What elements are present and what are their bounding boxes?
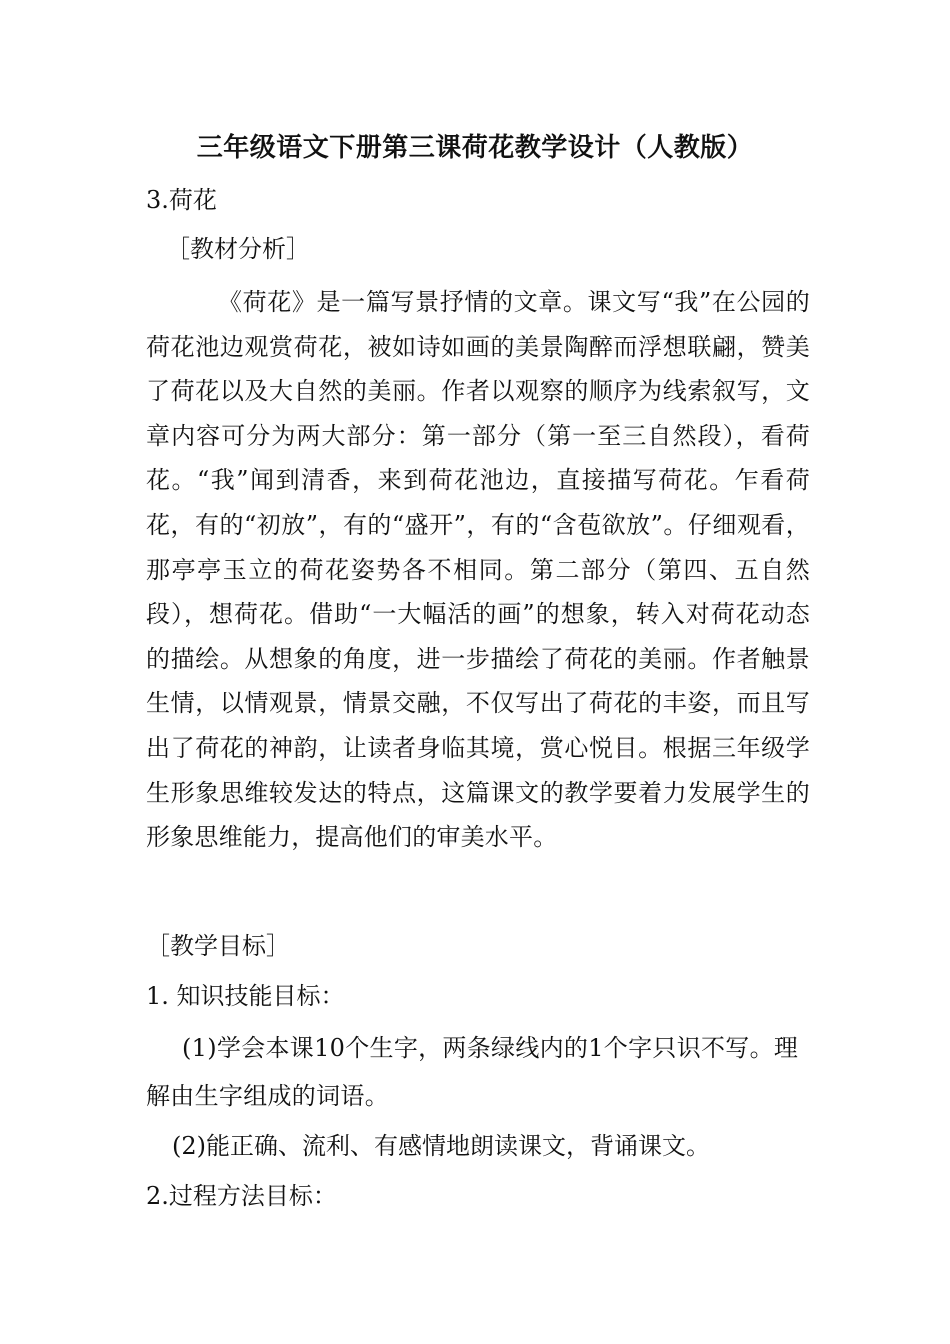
goal-process-heading: 2.过程方法目标： [146, 1182, 337, 1210]
goal-knowledge-item-1: (1)学会本课10个生字，两条绿线内的1个字只识不写。理解由生字组成的词语。 [146, 1034, 799, 1110]
document-title: 三年级语文下册第三课荷花教学设计（人教版） [196, 133, 754, 163]
section-heading-analysis: ［教材分析］ [166, 235, 310, 263]
section-heading-goals: ［教学目标］ [146, 932, 290, 960]
goal-knowledge-heading: 1. 知识技能目标： [146, 982, 345, 1010]
goal-knowledge-item-2: (2)能正确、流利、有感情地朗读课文，背诵课文。 [172, 1132, 710, 1160]
lesson-heading: 3.荷花 [146, 186, 217, 214]
analysis-paragraph: 《荷花》是一篇写景抒情的文章。课文写“我”在公园的荷花池边观赏荷花，被如诗如画的美景陶醉而浮想联翩，赞美了荷花以及大自然的美丽。作者以观察的顺序为线索叙写，文章内容可分为两大部分：第一部分（第一至三自然段），看荷花。“我”闻到清香，来到荷花池边，直接描写荷花。乍看荷花，有的“初放”，有的“盛开”，有的“含苞欲放”。仔细观看，那亭亭玉立的荷花姿势各不相同。第二部分（第四、五自然段），想荷花。借助“一大幅活的画”的想象，转入对荷花动态的描绘。从想象的角度，进一步描绘了荷花的美丽。作者触景生情，以情观景，情景交融，不仅写出了荷花的丰姿，而且写出了荷花的神韵，让读者身临其境，赏心悦目。根据三年级学生形象思维较发达的特点，这篇课文的教学要着力发展学生的形象思维能力，提高他们的审美水平。 [146, 288, 810, 852]
